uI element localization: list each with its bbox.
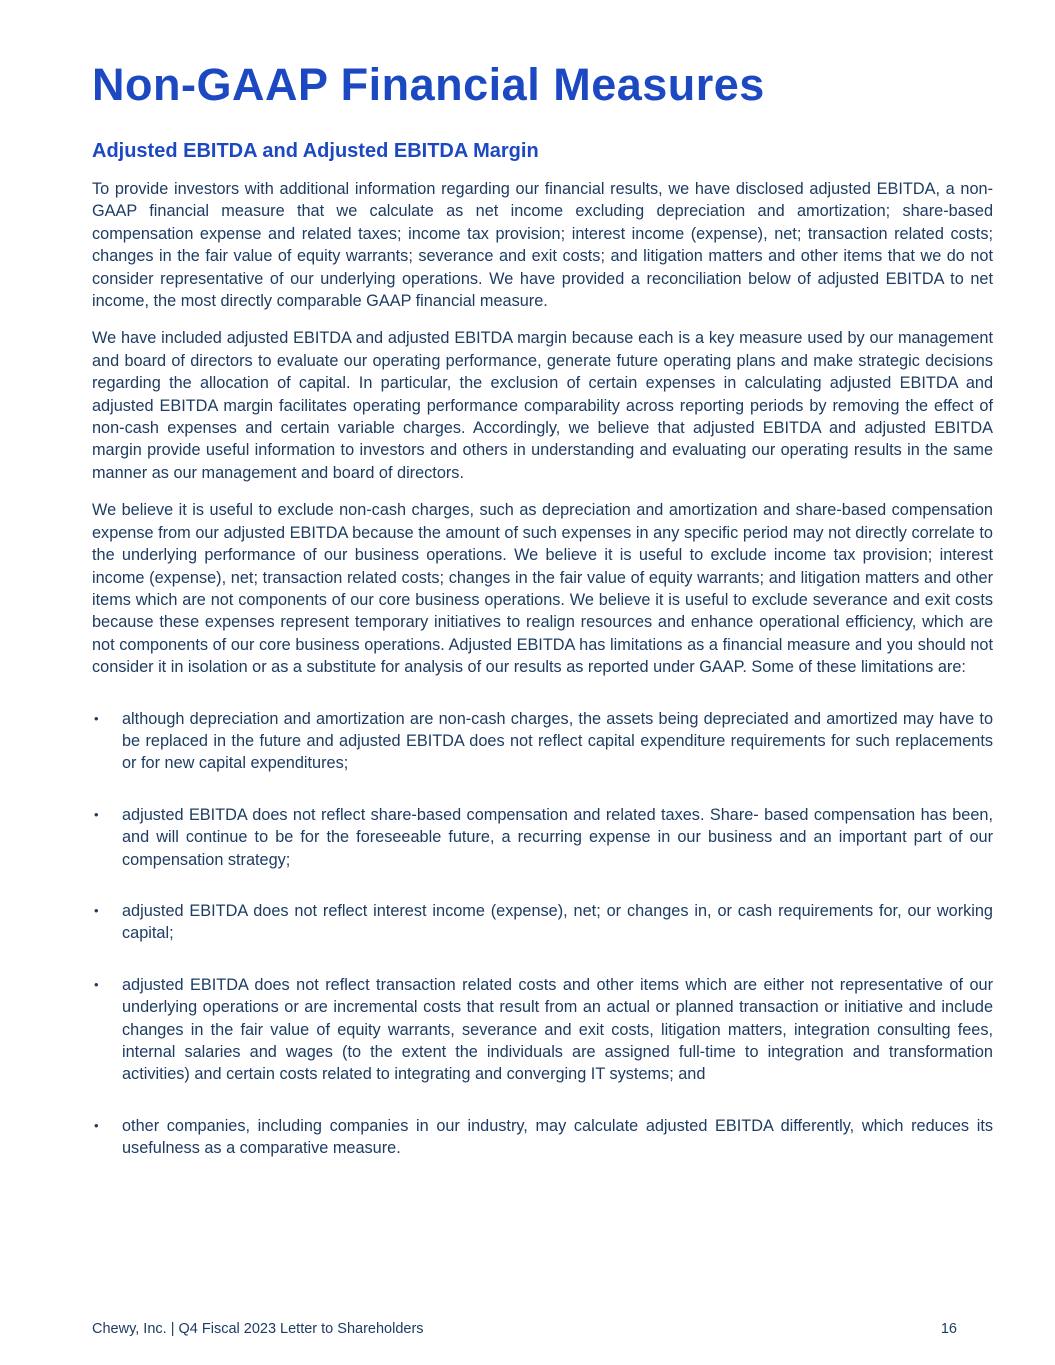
bullet-icon: • [94, 710, 99, 726]
paragraph-1: To provide investors with additional information regarding our financial results, we have disclosed adjusted EBITDA, a non-GAAP financial measure that we calculate as net income excluding depreciation and amortization; share-based compensation expense and related taxes; income tax provision; interest income (expense), net; transaction related costs; changes in the fair value of equity warrants; severance and exit costs; and litigation matters and other items that we do not consider representative of our underlying operations. We have provided a reconciliation below of adjusted EBITDA to net income, the most directly comparable GAAP financial measure. [92, 180, 993, 311]
bullet-text: adjusted EBITDA does not reflect interest income (expense), net; or changes in, or cash requirements for, our working capital; [122, 901, 993, 943]
page-number: 16 [940, 1321, 957, 1337]
bullet-list [92, 708, 993, 1160]
list-item [92, 900, 993, 945]
bullet-icon: • [94, 902, 99, 918]
footer-text: Chewy, Inc. | Q4 Fiscal 2023 Letter to Shareholders [92, 1321, 424, 1337]
section-subtitle: Adjusted EBITDA and Adjusted EBITDA Margin [92, 140, 539, 162]
bullet-icon: • [94, 1117, 99, 1133]
paragraph-3: We believe it is useful to exclude non-cash charges, such as depreciation and amortization and share-based compensation expense from our adjusted EBITDA because the amount of such expenses in any specific period may not directly correlate to the underlying performance of our business operations. We believe it is useful to exclude income tax provision; interest income (expense), net; transaction related costs; changes in the fair value of equity warrants; and litigation matters and other items which are not components of our core business operations. We believe it is useful to exclude severance and exit costs because these expenses represent temporary initiatives to realign resources and enhance operational efficiency, which are not components of our core business operations. Adjusted EBITDA has limitations as a financial measure and you should not consider it in isolation or as a substitute for analysis of our results as reported under GAAP. Some of these limitations are: [92, 501, 993, 677]
bullet-text: adjusted EBITDA does not reflect share-based compensation and related taxes. Share- based compensation has been, and will continue to be for the foreseeable future, a recurring expense in our business and an important part of our compensation strategy; [122, 805, 993, 869]
list-item [92, 708, 993, 775]
bullet-icon: • [94, 806, 99, 822]
list-item [92, 974, 993, 1086]
list-item [92, 1115, 993, 1160]
bullet-icon: • [94, 976, 99, 992]
paragraph-2: We have included adjusted EBITDA and adjusted EBITDA margin because each is a key measure used by our management and board of directors to evaluate our operating performance, generate future operating plans and make strategic decisions regarding the allocation of capital. In particular, the exclusion of certain expenses in calculating adjusted EBITDA and adjusted EBITDA margin facilitates operating performance comparability across reporting periods by removing the effect of non-cash expenses and certain variable charges. Accordingly, we believe that adjusted EBITDA and adjusted EBITDA margin provide useful information to investors and others in understanding and evaluating our operating results in the same manner as our management and board of directors. [92, 329, 993, 482]
bullet-text: adjusted EBITDA does not reflect transaction related costs and other items which are either not representative of our underlying operations or are incremental costs that result from an actual or planned transaction or initiative and include changes in the fair value of equity warrants, severance and exit costs, litigation matters, integration consulting fees, internal salaries and wages (to the extent the individuals are assigned full-time to integration and transformation activities) and certain costs related to integrating and converging IT systems; and [122, 975, 993, 1084]
page-footer [92, 1320, 957, 1338]
bullet-text: other companies, including companies in our industry, may calculate adjusted EBITDA differently, which reduces its usefulness as a comparative measure. [122, 1116, 993, 1158]
bullet-text: although depreciation and amortization are non-cash charges, the assets being depreciated and amortized may have to be replaced in the future and adjusted EBITDA does not reflect capital expenditure requirements for such replacements or for new capital expenditures; [122, 709, 993, 773]
page-title: Non-GAAP Financial Measures [92, 59, 765, 110]
list-item [92, 804, 993, 871]
